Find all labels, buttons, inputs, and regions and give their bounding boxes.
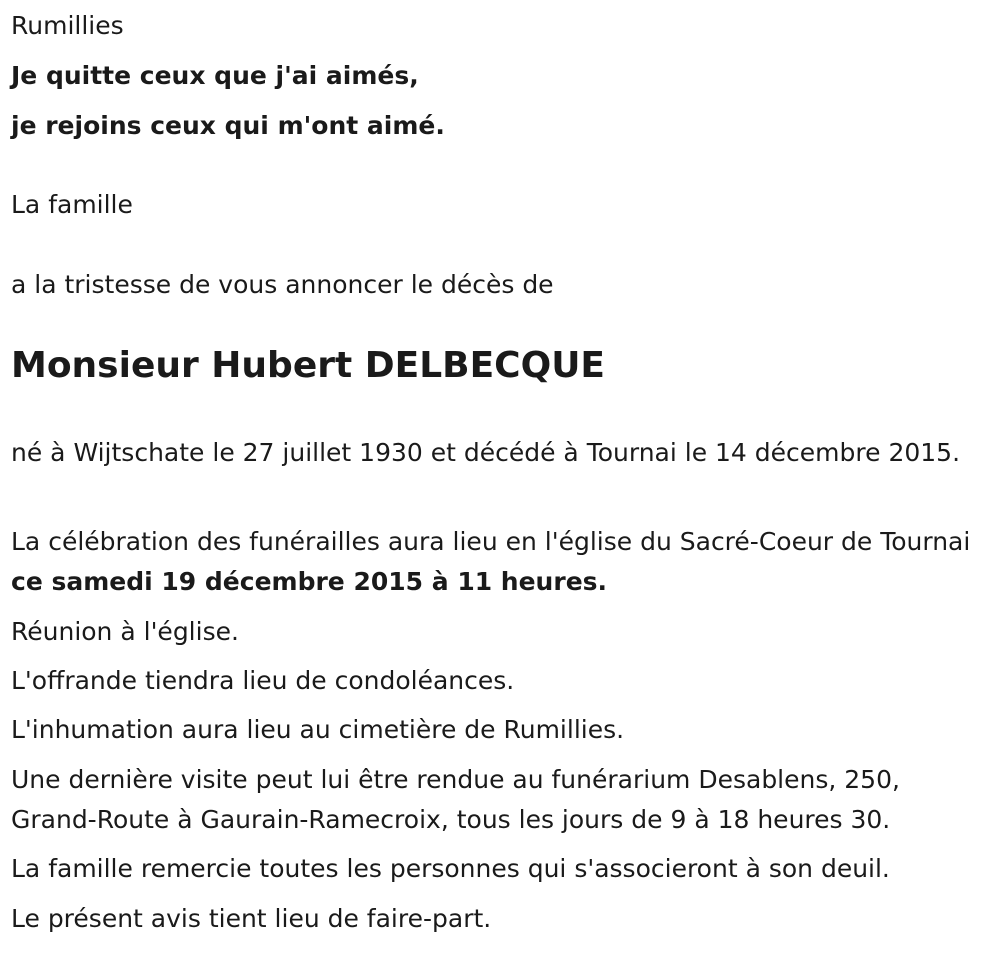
announcement-text: a la tristesse de vous annoncer le décès de [11,270,554,299]
funeral-paragraph [11,522,971,602]
deceased-name: Monsieur Hubert DELBECQUE [11,345,606,386]
birth-death-text: né à Wijtschate le 27 juillet 1930 et décédé à Tournai le 14 décembre 2015. [11,438,961,467]
quote-line-1: Je quitte ceux que j'ai aimés, [11,61,419,90]
family-text: La famille [11,190,133,219]
meeting-text: Réunion à l'église. [11,617,239,646]
closing-text: Le présent avis tient lieu de faire-part. [11,904,492,933]
funeral-intro: La célébration des funérailles aura lieu en l'église du Sacré-Coeur de Tournai [11,527,971,556]
offering-text: L'offrande tiendra lieu de condoléances. [11,666,515,695]
funeral-datetime: ce samedi 19 décembre 2015 à 11 heures. [11,567,608,596]
visit-text: Une dernière visite peut lui être rendue au funérarium Desablens, 250, Grand-Route à Gaurain-Ramecroix, tous les jours de 9 à 18 heures 30. [11,765,900,834]
burial-text: L'inhumation aura lieu au cimetière de Rumillies. [11,715,625,744]
quote-line-2: je rejoins ceux qui m'ont aimé. [11,111,445,140]
thanks-text: La famille remercie toutes les personnes qui s'associeront à son deuil. [11,854,890,883]
location-text: Rumillies [11,11,124,40]
